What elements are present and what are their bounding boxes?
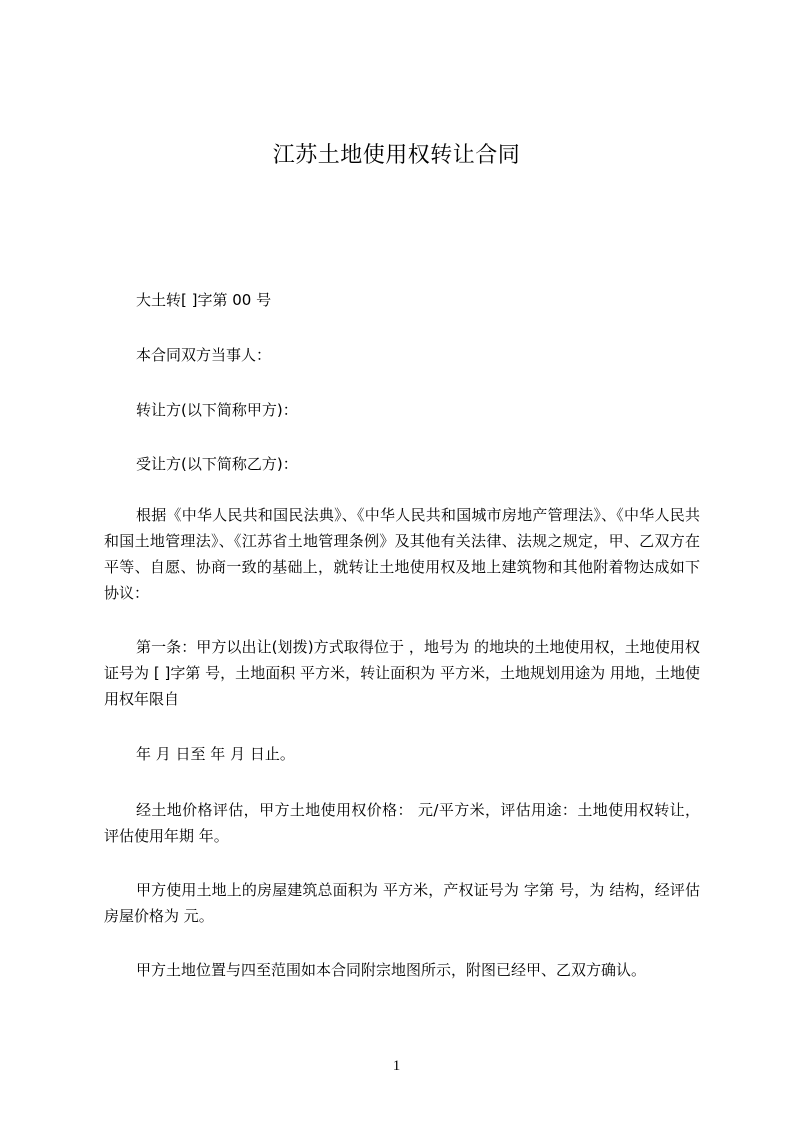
document-number-line: 大土转[ ]字第 00 号 (136, 291, 272, 309)
term-dates-line: 年 月 日至 年 月 日止。 (136, 745, 295, 763)
legal-basis-paragraph: 根据《中华人民共和国民法典》、《中华人民共和国城市房地产管理法》、《中华人民共和国土地管理法》、《江苏省土地管理条例》及其他有关法律、法规之规定，甲、乙双方在平等、自愿、协商一致的基础上，就转让土地使用权及地上建筑物和其他附着物达成如下协议： (104, 506, 700, 602)
transferor-line: 转让方(以下简称甲方)： (136, 401, 298, 419)
document-title: 江苏土地使用权转让合同 (272, 143, 521, 168)
parties-heading: 本合同双方当事人： (136, 346, 272, 364)
transferee-line: 受让方(以下简称乙方)： (136, 455, 298, 473)
land-valuation-paragraph: 经土地价格评估，甲方土地使用权价格： 元/平方米，评估用途：土地使用权转让，评估使用年期 年。 (104, 801, 700, 845)
article-one-paragraph: 第一条：甲方以出让(划拨)方式取得位于 ，地号为 的地块的土地使用权，土地使用权证号为 [ ]字第 号，土地面积 平方米，转让面积为 平方米，土地规划用途为 用地，土地使用权年限自 (104, 638, 700, 708)
building-valuation-paragraph: 甲方使用土地上的房屋建筑总面积为 平方米，产权证号为 字第 号，为 结构，经评估房屋价格为 元。 (104, 881, 700, 925)
boundary-paragraph: 甲方土地位置与四至范围如本合同附宗地图所示，附图已经甲、乙双方确认。 (136, 961, 647, 979)
page-number: 1 (392, 1058, 401, 1074)
